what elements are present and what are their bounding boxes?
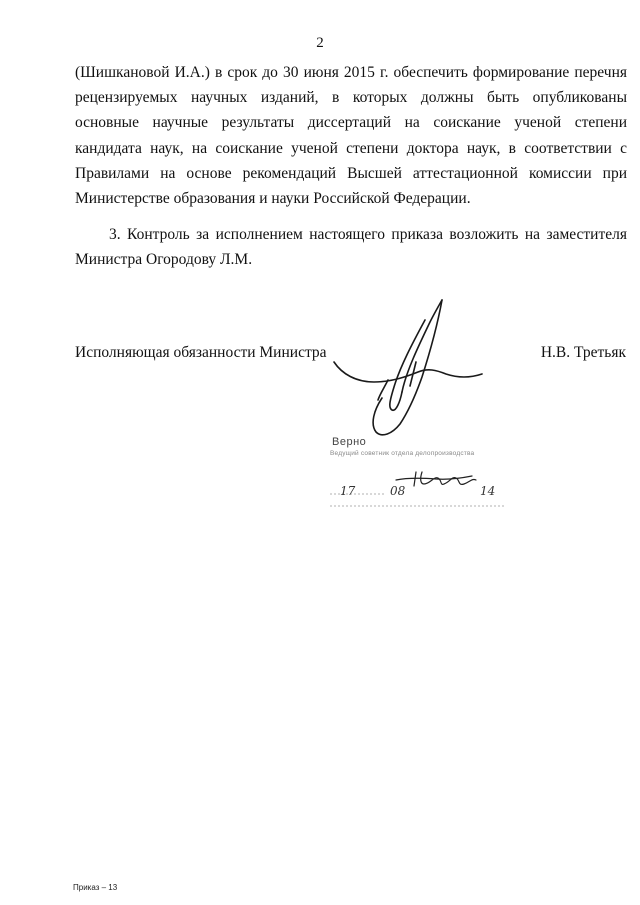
handwritten-signature: [330, 292, 490, 442]
certification-block: [326, 436, 516, 506]
page-number: 2: [316, 35, 324, 51]
footer-label: Приказ – 13: [73, 883, 118, 892]
document-body: [75, 60, 627, 273]
signatory-name: Н.В. Третьяк: [540, 344, 626, 361]
certification-title: Верно: [332, 436, 367, 448]
certification-date-month: 08: [390, 484, 406, 498]
certification-date: [334, 484, 514, 504]
paragraph-continued: (Шишкановой И.А.) в срок до 30 июня 2015 г. обеспечить формирование перечня рецензируемых научных изданий, в которых должны быть опубликованы основные научные результаты диссертаций на соискание ученой степени кандидата наук, на соискание ученой степени доктора наук, в соответствии с Правилами на основе рекомендаций Высшей аттестационной комиссии при Министерстве образования и науки Российской Федерации.: [75, 64, 627, 208]
paragraph-3: 3. Контроль за исполнением настоящего приказа возложить на заместителя Министра Огородову Л.М.: [75, 226, 627, 269]
certification-date-day: 17: [340, 484, 356, 498]
certification-position: Ведущий советник отдела делопроизводства: [330, 450, 475, 457]
signatory-position: Исполняющая обязанности Министра: [75, 344, 327, 361]
certification-date-year: 14: [480, 484, 496, 498]
